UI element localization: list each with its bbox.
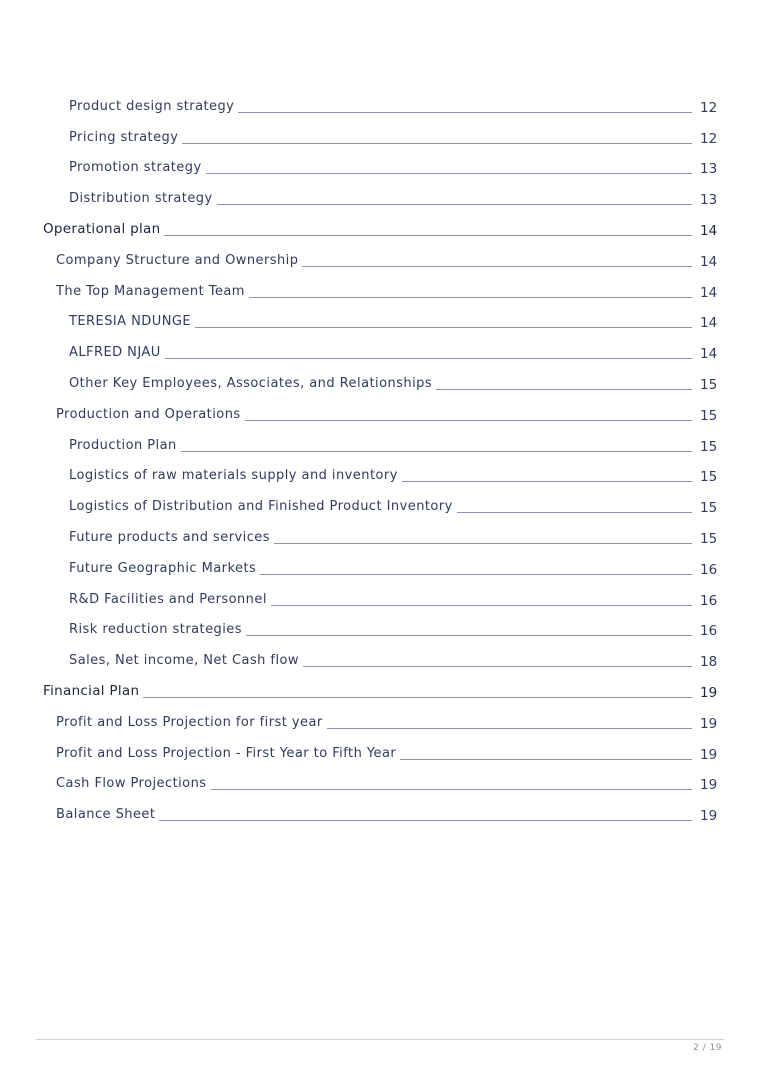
toc-entry-title: R&D Facilities and Personnel [69, 591, 267, 607]
toc-leader-line [260, 573, 692, 575]
toc-leader-line [195, 326, 692, 328]
toc-entry[interactable] [0, 431, 760, 462]
toc-leader-line [159, 819, 692, 821]
toc-entry[interactable] [0, 277, 760, 308]
toc-entry[interactable] [0, 184, 760, 215]
toc-entry-page: 16 [700, 561, 718, 578]
toc-entry-title: Sales, Net income, Net Cash flow [69, 653, 300, 669]
toc-leader-line [274, 542, 692, 544]
toc-entry-page: 14 [700, 253, 718, 270]
toc-leader-line [402, 480, 692, 482]
toc-entry[interactable] [0, 708, 760, 739]
toc-entry-title: Logistics of Distribution and Finished Product Inventory [69, 499, 453, 515]
toc-entry[interactable] [0, 154, 760, 185]
toc-entry-title: Profit and Loss Projection for first year [56, 714, 323, 730]
toc-leader-line [181, 450, 692, 452]
toc-entry-section[interactable] [0, 215, 760, 246]
toc-entry-title: Other Key Employees, Associates, and Relationships [69, 375, 433, 391]
toc-entry-title: Company Structure and Ownership [56, 252, 299, 268]
toc-leader-line [249, 296, 692, 298]
toc-entry-title: Operational plan [43, 220, 161, 237]
toc-entry[interactable] [0, 770, 760, 801]
toc-entry-section[interactable] [0, 677, 760, 708]
toc-entry-page: 15 [700, 376, 718, 393]
toc-leader-line [327, 727, 692, 729]
toc-entry[interactable] [0, 492, 760, 523]
toc-leader-line [303, 665, 692, 667]
toc-entry-title: Profit and Loss Projection - First Year to Fifth Year [56, 745, 397, 761]
toc-leader-line [302, 265, 692, 267]
toc-entry-title: Future products and services [69, 529, 270, 545]
toc-entry[interactable] [0, 585, 760, 616]
toc-entry[interactable] [0, 800, 760, 831]
toc-leader-line [238, 111, 692, 113]
toc-leader-line [211, 788, 692, 790]
toc-entry-page: 13 [700, 192, 718, 209]
toc-entry-page: 16 [700, 623, 718, 640]
toc-entry-title: Balance Sheet [56, 807, 156, 823]
toc-leader-line [206, 172, 692, 174]
toc-leader-line [400, 758, 692, 760]
toc-entry-title: Financial Plan [43, 682, 140, 699]
toc-entry-page: 13 [700, 161, 718, 178]
toc-entry[interactable] [0, 554, 760, 585]
toc-leader-line [165, 357, 692, 359]
toc-entry-page: 19 [700, 684, 718, 701]
toc-entry[interactable] [0, 123, 760, 154]
toc-entry-title: Risk reduction strategies [69, 622, 242, 638]
toc-entry[interactable] [0, 308, 760, 339]
toc-entry[interactable] [0, 400, 760, 431]
toc-leader-line [217, 203, 692, 205]
toc-entry-page: 12 [700, 99, 718, 116]
toc-entry[interactable] [0, 338, 760, 369]
toc-entry-page: 15 [700, 500, 718, 517]
toc-entry-page: 15 [700, 438, 718, 455]
toc-entry-page: 15 [700, 407, 718, 424]
toc-leader-line [182, 142, 692, 144]
toc-entry[interactable] [0, 616, 760, 647]
toc-entry-title: Future Geographic Markets [69, 560, 257, 576]
toc-entry-title: Product design strategy [69, 98, 235, 114]
toc-entry-title: Logistics of raw materials supply and inventory [69, 468, 398, 484]
toc-entry[interactable] [0, 739, 760, 770]
toc-entry-title: Promotion strategy [69, 160, 202, 176]
toc-entry[interactable] [0, 369, 760, 400]
toc-entry-title: Production and Operations [56, 406, 241, 422]
toc-leader-line [436, 388, 692, 390]
toc-entry-title: Cash Flow Projections [56, 776, 207, 792]
toc-entry[interactable] [0, 92, 760, 123]
toc-entry-page: 16 [700, 592, 718, 609]
toc-entry[interactable] [0, 646, 760, 677]
toc-entry-page: 14 [700, 346, 718, 363]
toc-entry-title: Distribution strategy [69, 191, 213, 207]
toc-entry-page: 12 [700, 130, 718, 147]
toc-entry-title: The Top Management Team [56, 283, 245, 299]
page-indicator: 2 / 19 [693, 1043, 722, 1053]
toc-leader-line [246, 634, 692, 636]
table-of-contents [0, 92, 760, 831]
toc-entry-page: 19 [700, 808, 718, 825]
toc-entry-title: ALFRED NJAU [69, 345, 161, 361]
toc-entry-page: 15 [700, 530, 718, 547]
toc-entry-page: 19 [700, 746, 718, 763]
toc-leader-line [271, 604, 692, 606]
toc-entry[interactable] [0, 523, 760, 554]
toc-leader-line [164, 234, 692, 236]
toc-entry-page: 14 [700, 222, 718, 239]
toc-entry-title: Production Plan [69, 437, 177, 453]
toc-leader-line [245, 419, 692, 421]
toc-entry-page: 15 [700, 469, 718, 486]
toc-leader-line [457, 511, 692, 513]
toc-entry[interactable] [0, 462, 760, 493]
toc-entry-page: 18 [700, 654, 718, 671]
toc-entry[interactable] [0, 246, 760, 277]
footer-divider [36, 1039, 724, 1040]
toc-entry-page: 14 [700, 284, 718, 301]
toc-entry-title: Pricing strategy [69, 129, 179, 145]
toc-entry-page: 19 [700, 777, 718, 794]
toc-leader-line [143, 696, 692, 698]
toc-entry-title: TERESIA NDUNGE [69, 314, 192, 330]
toc-entry-page: 14 [700, 315, 718, 332]
toc-entry-page: 19 [700, 715, 718, 732]
